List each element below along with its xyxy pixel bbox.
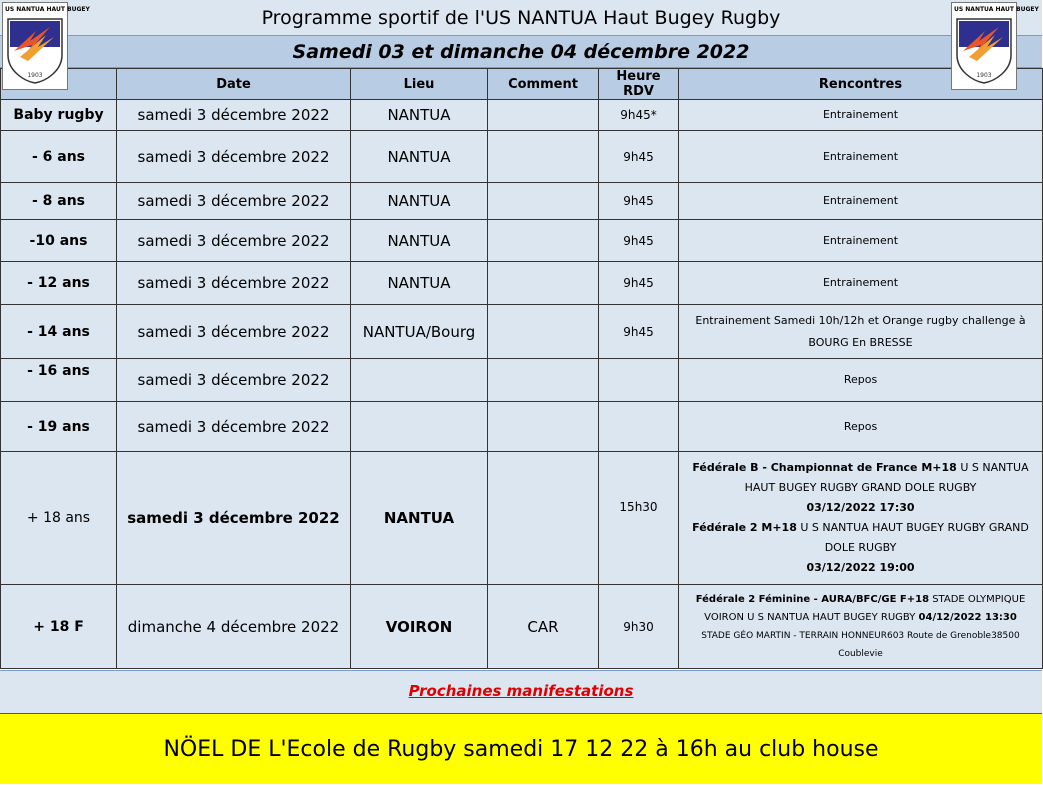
lieu-cell: NANTUA	[351, 100, 488, 131]
comment-cell	[488, 220, 599, 262]
lieu-cell: NANTUA	[351, 220, 488, 262]
rencontres-cell: Entrainement	[679, 100, 1043, 131]
category-cell: - 6 ans	[1, 131, 117, 183]
heure-cell: 9h30	[599, 585, 679, 669]
club-logo-right	[951, 2, 1039, 90]
match-datetime: 04/12/2022 13:30	[918, 611, 1017, 623]
lieu-cell: NANTUA	[351, 452, 488, 585]
comment-cell	[488, 452, 599, 585]
comment-cell	[488, 183, 599, 220]
logo-year: 1903	[976, 72, 992, 79]
table-row	[1, 183, 1043, 220]
comment-cell: CAR	[488, 585, 599, 669]
date-cell: samedi 3 décembre 2022	[117, 402, 351, 452]
next-events-title: Prochaines manifestations	[408, 682, 634, 700]
lieu-cell: NANTUA/Bourg	[351, 305, 488, 359]
rencontres-cell: Repos	[679, 402, 1043, 452]
shield-icon	[955, 17, 1013, 85]
table-row	[1, 131, 1043, 183]
next-events-bar	[0, 670, 1042, 713]
competition-label: Fédérale 2 Féminine - AURA/BFC/GE F+18	[695, 593, 930, 605]
comment-cell	[488, 262, 599, 305]
heure-cell	[599, 359, 679, 402]
competition-label: Fédérale 2 M+18	[692, 521, 797, 534]
table-row	[1, 220, 1043, 262]
heure-cell: 9h45	[599, 131, 679, 183]
logo-text: US NANTUA HAUT BUGEY	[954, 6, 1039, 13]
table-header	[1, 69, 1043, 100]
table-row	[1, 359, 1043, 402]
heure-cell: 9h45	[599, 305, 679, 359]
table-row	[1, 262, 1043, 305]
date-cell: samedi 3 décembre 2022	[117, 131, 351, 183]
rencontres-cell: Entrainement	[679, 131, 1043, 183]
event-banner: NÖEL DE L'Ecole de Rugby samedi 17 12 22 à 16h au club house	[0, 713, 1042, 784]
heure-cell: 9h45*	[599, 100, 679, 131]
category-cell: + 18 F	[1, 585, 117, 669]
heure-cell: 9h45	[599, 183, 679, 220]
match-text: U S NANTUA HAUT BUGEY RUGBY GRAND DOLE RUGBY	[796, 521, 1029, 554]
category-cell: Baby rugby	[1, 100, 117, 131]
table-row	[1, 452, 1043, 585]
competition-label: Fédérale B - Championnat de France M+18	[692, 461, 957, 474]
comment-cell	[488, 402, 599, 452]
match-datetime: 03/12/2022 19:00	[806, 561, 915, 574]
heure-cell: 9h45	[599, 220, 679, 262]
category-cell: + 18 ans	[1, 452, 117, 585]
page-subtitle: Samedi 03 et dimanche 04 décembre 2022	[0, 36, 1042, 68]
column-header-date: Date	[117, 69, 351, 100]
column-header-heure: Heure RDV	[599, 69, 679, 100]
logo-text: US NANTUA HAUT BUGEY	[5, 6, 90, 13]
table-row	[1, 305, 1043, 359]
comment-cell	[488, 131, 599, 183]
venue-text: STADE GÉO MARTIN - TERRAIN HONNEUR603 Route de Grenoble38500 Coublevie	[701, 630, 1020, 659]
shield-icon	[6, 17, 64, 85]
date-cell: samedi 3 décembre 2022	[117, 305, 351, 359]
club-logo-left	[2, 2, 90, 90]
date-cell: samedi 3 décembre 2022	[117, 220, 351, 262]
column-header-rencontres: Rencontres	[679, 69, 1043, 100]
table-row	[1, 100, 1043, 131]
category-cell: - 16 ans	[1, 359, 117, 402]
table-row	[1, 402, 1043, 452]
date-cell: samedi 3 décembre 2022	[117, 183, 351, 220]
lieu-cell	[351, 359, 488, 402]
table-row	[1, 585, 1043, 669]
schedule-table	[0, 68, 1043, 669]
comment-cell	[488, 305, 599, 359]
category-cell: -10 ans	[1, 220, 117, 262]
heure-cell: 9h45	[599, 262, 679, 305]
rencontres-cell: Entrainement Samedi 10h/12h et Orange rugby challenge à BOURG En BRESSE	[679, 305, 1043, 359]
lieu-cell: NANTUA	[351, 131, 488, 183]
date-cell: samedi 3 décembre 2022	[117, 452, 351, 585]
date-cell: samedi 3 décembre 2022	[117, 262, 351, 305]
rencontres-cell: Entrainement	[679, 262, 1043, 305]
rencontres-cell	[679, 585, 1043, 669]
date-cell: dimanche 4 décembre 2022	[117, 585, 351, 669]
lieu-cell: VOIRON	[351, 585, 488, 669]
page-title: Programme sportif de l'US NANTUA Haut Bugey Rugby	[0, 0, 1042, 36]
match-datetime: 03/12/2022 17:30	[806, 501, 915, 514]
date-cell: samedi 3 décembre 2022	[117, 359, 351, 402]
category-cell: - 8 ans	[1, 183, 117, 220]
comment-cell	[488, 100, 599, 131]
heure-cell	[599, 402, 679, 452]
lieu-cell: NANTUA	[351, 183, 488, 220]
date-cell: samedi 3 décembre 2022	[117, 100, 351, 131]
lieu-cell: NANTUA	[351, 262, 488, 305]
rencontres-cell: Entrainement	[679, 183, 1043, 220]
lieu-cell	[351, 402, 488, 452]
category-cell: - 14 ans	[1, 305, 117, 359]
category-cell: - 12 ans	[1, 262, 117, 305]
match-text: U S NANTUA HAUT BUGEY RUGBY GRAND DOLE RUGBY	[744, 461, 1029, 494]
column-header-lieu: Lieu	[351, 69, 488, 100]
column-header-comment: Comment	[488, 69, 599, 100]
rencontres-cell: Repos	[679, 359, 1043, 402]
match-text: STADE OLYMPIQUE VOIRON U S NANTUA HAUT BUGEY RUGBY	[704, 593, 1026, 623]
rencontres-cell: Entrainement	[679, 220, 1043, 262]
category-cell: - 19 ans	[1, 402, 117, 452]
comment-cell	[488, 359, 599, 402]
rencontres-cell	[679, 452, 1043, 585]
logo-year: 1903	[27, 72, 43, 79]
heure-cell: 15h30	[599, 452, 679, 585]
